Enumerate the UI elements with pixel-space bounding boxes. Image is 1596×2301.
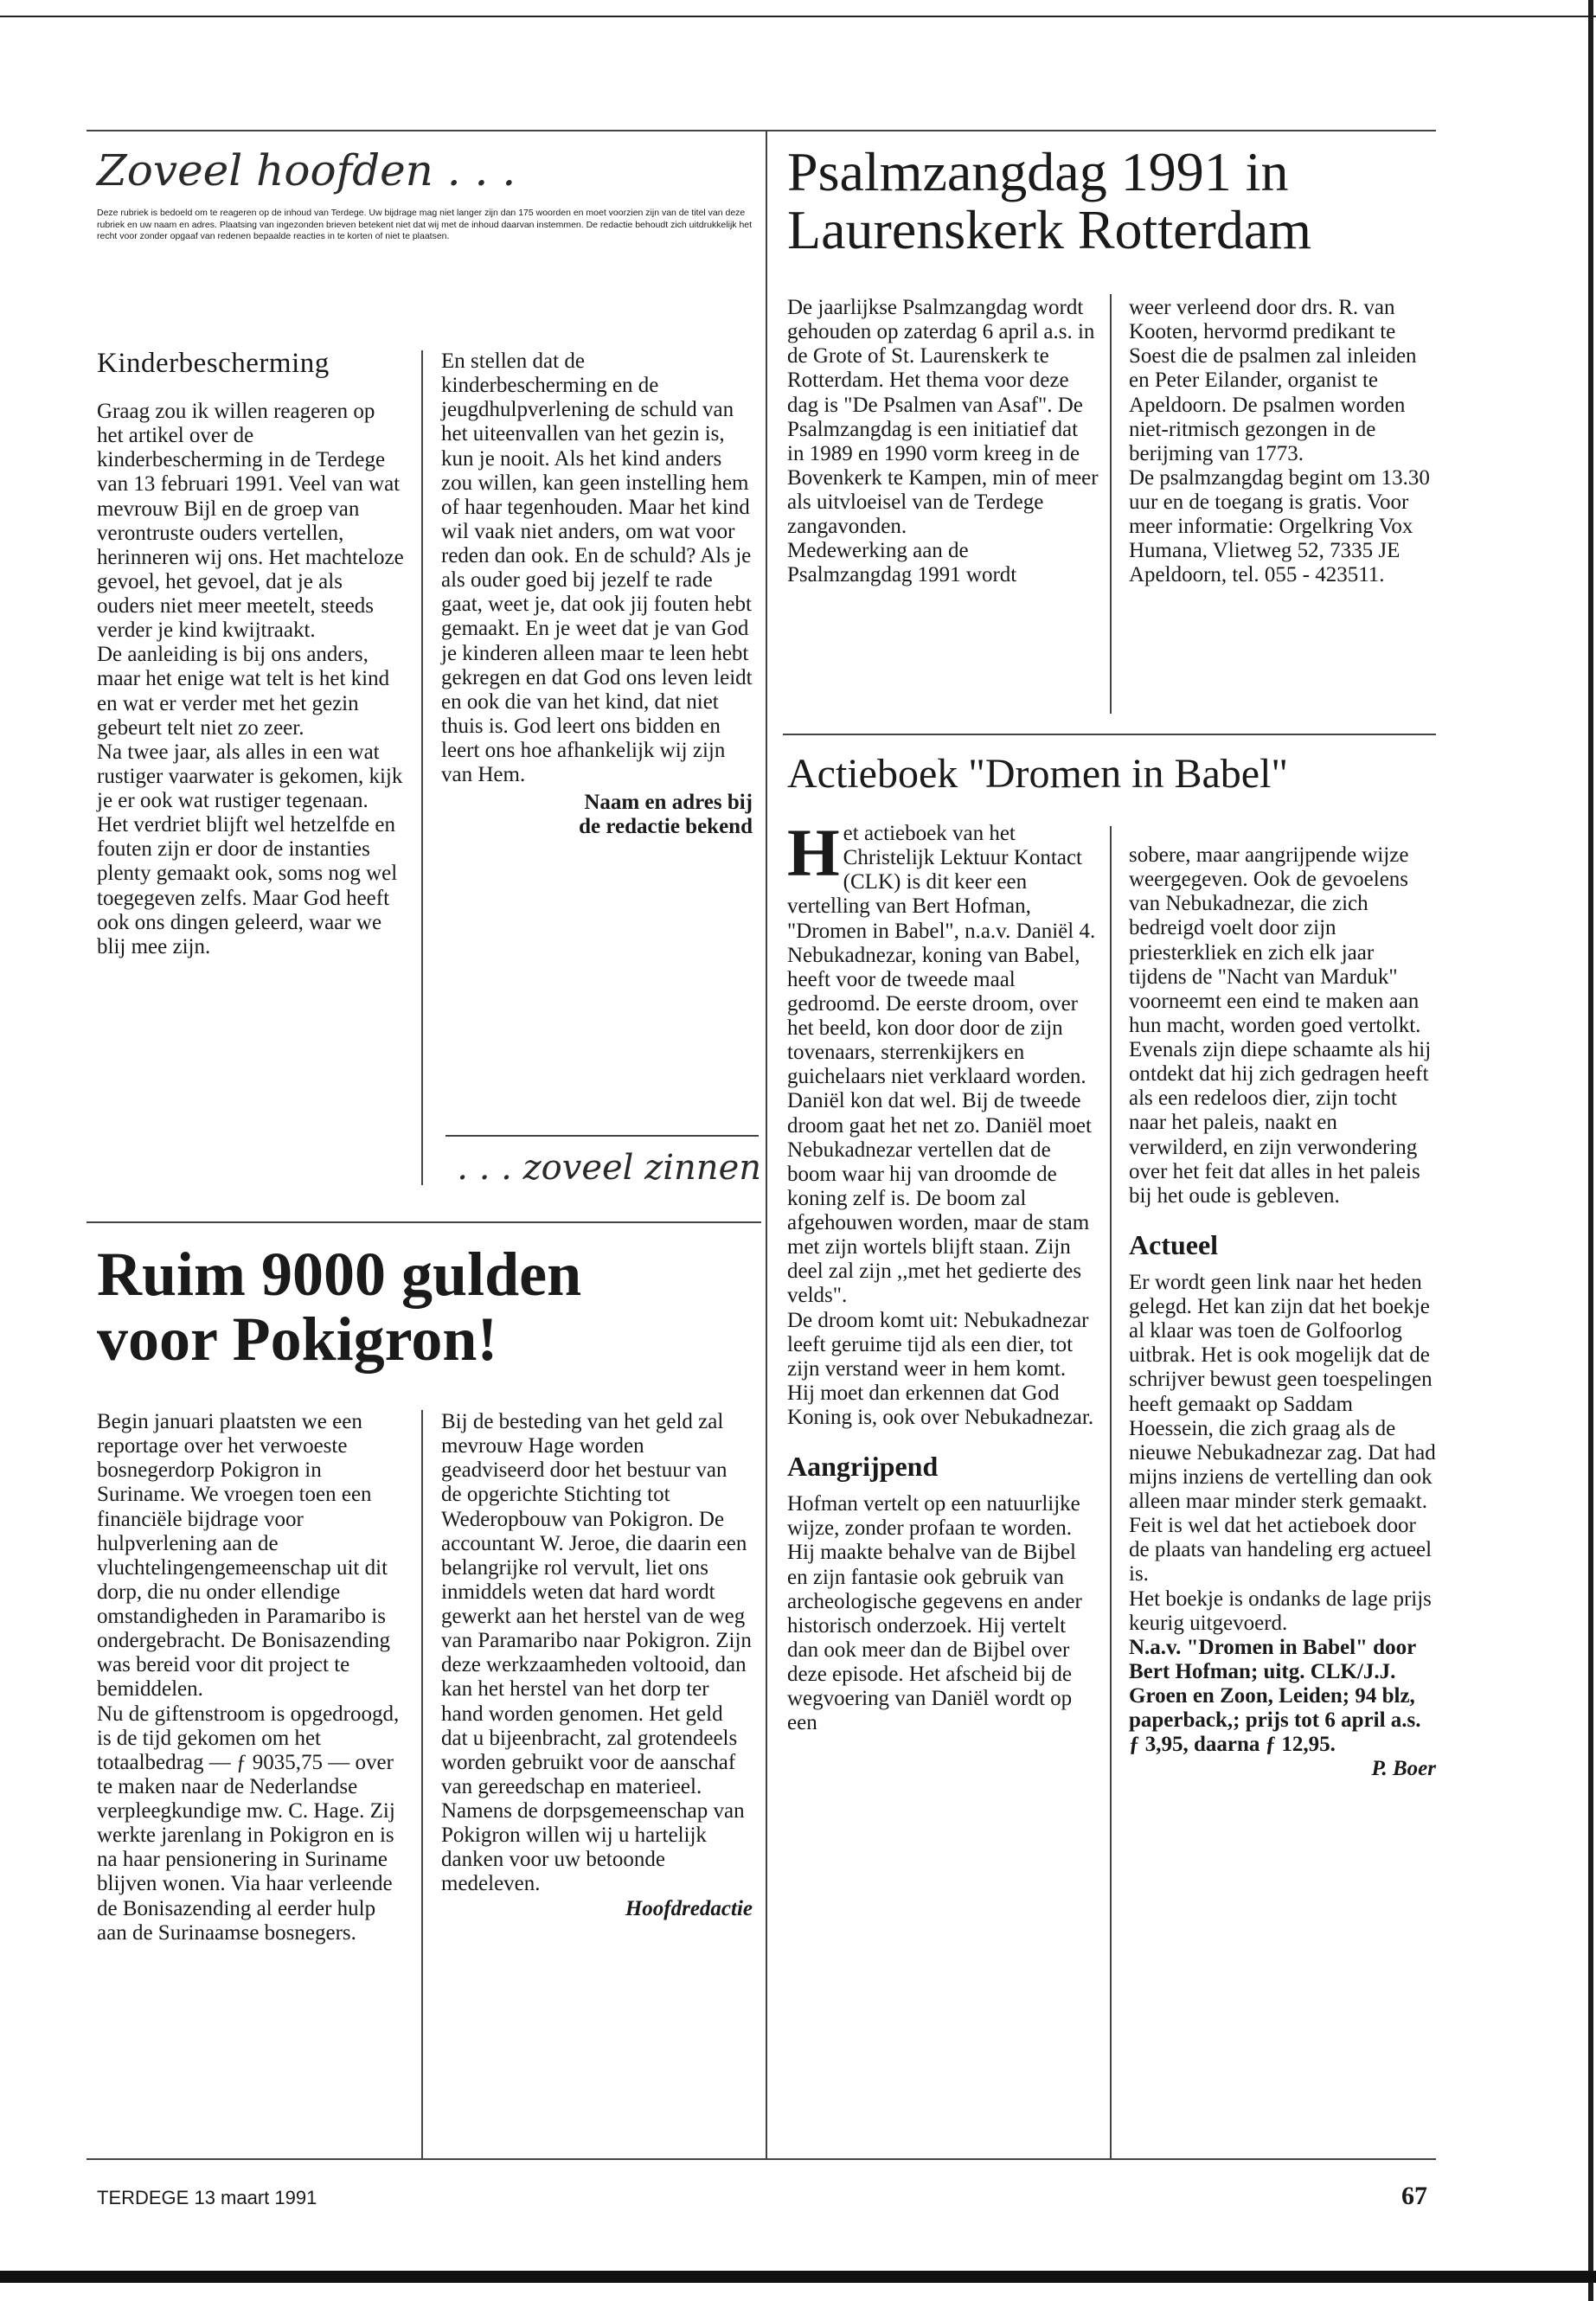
psalm-column-2 <box>1129 296 1436 588</box>
footer-publication: TERDEGE 13 maart 1991 <box>97 2187 317 2208</box>
letter-para-2: De aanleiding is bij ons anders, maar het enige wat telt is het kind en wat er verder met het gezin gebeurt telt niet zo zeer. <box>97 643 390 740</box>
letter-para-4: En stellen dat de kinderbescherming en de jeugdhulpverlening de schuld van het uiteenvallen van het gezin is, kun je nooit. Als het kind anders zou willen, kan geen instelling hem of haar tegenhouden. Maar het kind wil vaak niet anders, om wat voor reden dan ook. En de schuld? Als je als ouder goed bij jezelf te rade gaat, weet je, dat ook jij fouten hebt gemaakt. En je weet dat je van God je kinderen alleen maar te leen hebt gekregen en dat God ons leven leidt en ook die van het kind, dat niet thuis is. God leert ons bidden en leert ons hoe afhankelijk wij zijn van Hem. <box>441 349 753 787</box>
pokigron-headline <box>97 1242 763 1372</box>
pokigron-column-2 <box>441 1410 753 1921</box>
babel-dropcap: H <box>787 815 840 890</box>
letter-title-text: Kinderbescherming <box>97 348 330 379</box>
pokigron-headline-2: voor Pokigron! <box>97 1304 498 1374</box>
babel-book-info: N.a.v. "Dromen in Babel" door Bert Hofman; uitg. CLK/J.J. Groen en Zoon, Leiden; 94 blz, paperback,; prijs tot 6 april a.s. ƒ 3,95, daarna ƒ 12,95. <box>1129 1635 1421 1757</box>
rule-top-left <box>87 130 761 131</box>
divider-main-vertical <box>766 130 767 2158</box>
letter-signature-2: de redactie bekend <box>579 815 753 839</box>
section-header <box>97 145 754 195</box>
letter-signature-1: Naam en adres bij <box>584 791 753 815</box>
rule-babel-top <box>783 734 1436 735</box>
babel-para-5: Er wordt geen link naar het heden gelegd. Het kan zijn dat het boekje al klaar was toen de Golfoorlog uitbrak. Het is ook mogelijk dat de schrijver bewust geen toespelingen heeft gemaakt op Saddam Hoessein, die zich graag als de nieuwe Nebukadnezar zag. Dat had mijns inziens de vertelling dan ook alleen maar minder sterk gemaakt. Feit is wel dat het actieboek door de plaats van handeling erg actueel is. <box>1129 1270 1436 1586</box>
letter-column-1 <box>97 400 404 959</box>
psalm-para-2: Medewerking aan de Psalmzangdag 1991 wordt <box>787 539 1017 587</box>
disclaimer <box>97 208 754 243</box>
babel-column-1 <box>787 815 1097 1735</box>
section-footer-text: . . . zoveel zinnen <box>457 1148 761 1188</box>
babel-headline-text: Actieboek "Dromen in Babel" <box>787 751 1289 797</box>
babel-para-3: Hofman vertelt op een natuurlijke wijze, zonder profaan te worden. Hij maakte behalve van de Bijbel en zijn fantasie ook gebruik van archeologische gegevens en ander historisch onderzoek. Hij vertelt dan ook meer dan de Bijbel over deze episode. Het afscheid bij de wegvoering van Daniël wordt op een <box>787 1492 1082 1735</box>
divider-psalm-cols <box>1110 294 1112 714</box>
rule-top-right <box>761 130 1436 131</box>
pokigron-column-1 <box>97 1410 404 1945</box>
letter-para-1: Graag zou ik willen reageren op het artikel over de kinderbescherming in de Terdege van 13 februari 1991. Veel van wat mevrouw Bijl en de groep van verontruste ouders vertellen, herinneren wij ons. Het machteloze gevoel, het gevoel, dat je als ouders niet meer meetelt, steeds verder je kind kwijtraakt. <box>97 400 404 643</box>
babel-column-2 <box>1129 843 1436 1782</box>
page-border-right <box>1588 0 1593 2301</box>
pokigron-para-2: Nu de giftenstroom is opgedroogd, is de tijd gekomen om het totaalbedrag — ƒ 9035,75 — over te maken naar de Nederlandse verpleegkundige mw. C. Hage. Zij werkte jarenlang in Pokigron en is na haar pensionering in Suriname blijven wonen. Via haar verleende de Bonisazending al eerder hulp aan de Surinaamse bosnegers. <box>97 1702 400 1945</box>
footer-page-number: 67 <box>1401 2182 1427 2210</box>
babel-signature: P. Boer <box>1371 1757 1436 1781</box>
psalm-para-4: De psalmzangdag begint om 13.30 uur en de toegang is gratis. Voor meer informatie: Orgelkring Vox Humana, Vlietweg 52, 7335 JE Apeldoorn, tel. 055 - 423511. <box>1129 465 1430 587</box>
babel-subhead-1: Aangrijpend <box>787 1451 939 1483</box>
divider-letter-cols <box>421 350 423 1185</box>
babel-headline <box>787 753 1445 796</box>
pokigron-para-1: Begin januari plaatsten we een reportage over het verwoeste bosnegerdorp Pokigron in Suriname. We vroegen toen een financiële bijdrage voor hulpverlening aan de vluchtelingengemeenschap uit dit dorp, die nu onder ellendige omstandigheden in Paramaribo is ondergebracht. De Bonisazending was bereid voor dit project te bemiddelen. <box>97 1410 391 1702</box>
pokigron-headline-1: Ruim 9000 gulden <box>97 1240 582 1309</box>
rule-pokigron-top <box>87 1221 761 1223</box>
page-border-top <box>0 16 1596 17</box>
divider-babel-cols <box>1110 826 1112 2158</box>
babel-subhead-2: Actueel <box>1129 1228 1219 1260</box>
pokigron-signature: Hoofdredactie <box>625 1896 753 1920</box>
psalm-column-1 <box>787 296 1099 588</box>
psalm-para-1: De jaarlijkse Psalmzangdag wordt gehouden op zaterdag 6 april a.s. in de Grote of St. Laurenskerk te Rotterdam. Het thema voor deze dag is "De Psalmen van Asaf". De Psalmzangdag is een initiatief dat in 1989 en 1990 vorm kreeg in de Bovenkerk te Kampen, min of meer als uitvloeisel van de Terdege zangavonden. <box>787 296 1099 539</box>
psalm-para-3: weer verleend door drs. R. van Kooten, hervormd predikant te Soest die de psalmen zal inleiden en Peter Eilander, organist te Apeldoorn. De psalmen worden niet-ritmisch gezongen in de berijming van 1773. <box>1129 296 1417 465</box>
babel-para-6: Het boekje is ondanks de lage prijs keurig uitgevoerd. <box>1129 1586 1432 1635</box>
babel-para-1 <box>787 815 1097 1309</box>
page-border-bottom <box>0 2271 1596 2283</box>
section-footer-header <box>439 1148 761 1188</box>
psalm-headline <box>787 141 1445 260</box>
rule-bottom <box>87 2158 1436 2160</box>
psalm-headline-2: Laurenskerk Rotterdam <box>787 198 1311 260</box>
section-header-text: Zoveel hoofden . . . <box>97 145 516 195</box>
psalm-headline-1: Psalmzangdag 1991 in <box>787 141 1289 202</box>
letter-para-3: Na twee jaar, als alles in een wat rustiger vaarwater is gekomen, kijk je er ook wat rustiger tegenaan. Het verdriet blijft wel hetzelfde en fouten zijn er door de instanties plenty gemaakt ook, soms nog wel toegegeven zelfs. Maar God heeft ook ons dingen geleerd, waar we blij mee zijn. <box>97 740 403 958</box>
divider-pokigron-cols <box>421 1410 423 2158</box>
letter-title <box>97 348 408 380</box>
disclaimer-text: Deze rubriek is bedoeld om te reageren op de inhoud van Terdege. Uw bijdrage mag niet langer zijn dan 175 woorden en moet voorzien zijn van de titel van deze rubriek en uw naam en adres. Plaatsing van ingezonden brieven betekent niet dat wij met de inhoud daarvan instemmen. De redactie behoudt zich uitdrukkelijk het recht voor zonder opgaaf van redenen bepaalde reacties in te korten of niet te plaatsen. <box>97 208 753 242</box>
babel-para-1-text: et actieboek van het Christelijk Lektuur Kontact (CLK) is dit keer een vertelling van Bert Hofman, "Dromen in Babel", n.a.v. Daniël 4. Nebukadnezar, koning van Babel, heeft voor de tweede maal gedroomd. De eerste droom, over het beeld, kon door door de zijn tovenaars, sterrenkijkers en guichelaars niet verklaard worden. Daniël kon dat wel. Bij de tweede droom gaat het net zo. Daniël moet Nebukadnezar vertellen dat de boom waar hij van droomde de koning zelf is. De boom zal afgehouwen worden, maar de stam met zijn wortels blijft staan. Zijn deel zal zijn ,,met het gedierte des velds". <box>787 822 1096 1308</box>
pokigron-para-3: Bij de besteding van het geld zal mevrouw Hage worden geadviseerd door het bestuur van de opgerichte Stichting tot Wederopbouw van Pokigron. De accountant W. Jeroe, die daarin een belangrijke rol vervult, liet ons inmiddels weten dat hard wordt gewerkt aan het herstel van de weg van Paramaribo naar Pokigron. Zijn deze werkzaamheden voltooid, dan kan het herstel van het dorp ter hand worden genomen. Het geld dat u bijeenbracht, zal grotendeels worden gebruikt voor de aanschaf van gereedschap en materieel. Namens de dorpsgemeenschap van Pokigron willen wij u hartelijk danken voor uw betoonde medeleven. <box>441 1410 752 1896</box>
rule-zinnen <box>445 1135 759 1137</box>
letter-column-2 <box>441 349 753 840</box>
babel-para-2: De droom komt uit: Nebukadnezar leeft geruime tijd als een dier, tot zijn verstand weer in hem komt. Hij moet dan erkennen dat God Koning is, ook over Nebukadnezar. <box>787 1308 1094 1429</box>
babel-para-4: sobere, maar aangrijpende wijze weergegeven. Ook de gevoelens van Nebukadnezar, die zich bedreigd voelt door zijn priesterkliek en zich elk jaar tijdens de "Nacht van Marduk" voorneemt een eind te maken aan hun macht, worden goed vertolkt. Evenals zijn diepe schaamte als hij ontdekt dat hij zich gedragen heeft als een redeloos dier, zijn tocht naar het paleis, naakt en verwilderd, en zijn verwondering over het feit dat alles in het paleis bij het oude is gebleven. <box>1129 843 1432 1208</box>
